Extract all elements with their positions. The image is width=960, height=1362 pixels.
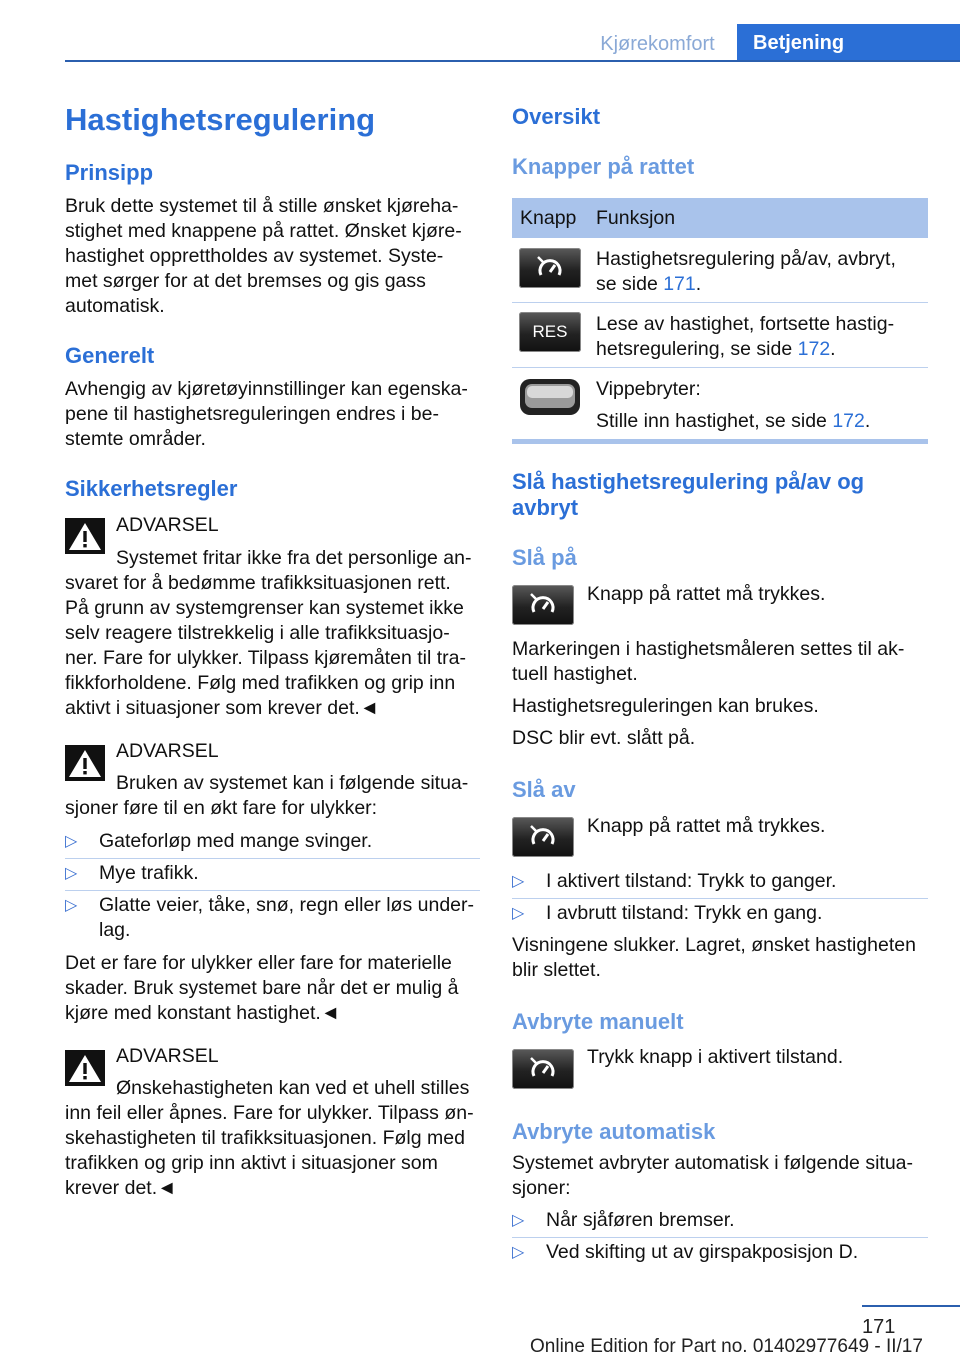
warning-triangle-icon xyxy=(65,745,105,781)
bullet-triangle-icon: ▷ xyxy=(512,905,525,922)
page-link-172[interactable]: 172 xyxy=(832,410,865,432)
bullet-triangle-icon: ▷ xyxy=(65,833,78,850)
divider xyxy=(65,858,480,859)
res-label: RES xyxy=(532,322,568,341)
sla-pa-p2: Hastighetsreguleringen kan brukes. xyxy=(512,695,819,717)
heading-sikkerhetsregler: Sikkerhetsregler xyxy=(65,476,238,501)
cruise-control-icon xyxy=(512,1049,574,1089)
heading-avbryte-manuelt: Avbryte manuelt xyxy=(512,1009,684,1034)
divider xyxy=(512,898,928,899)
heading-sla-pa: Slå på xyxy=(512,545,577,570)
heading-generelt: Generelt xyxy=(65,343,155,368)
sla-pa-p3: DSC blir evt. slått på. xyxy=(512,727,696,749)
table-header xyxy=(512,198,928,238)
table-header-funksjon: Funksjon xyxy=(596,207,676,229)
warning3-label: ADVARSEL xyxy=(116,1045,219,1067)
table-footer-rule xyxy=(512,439,928,444)
res-button-image xyxy=(519,312,581,352)
warning-triangle-icon xyxy=(65,1050,105,1086)
list-item: ▷ Når sjåføren bremser. xyxy=(512,1209,735,1231)
heading-oversikt: Oversikt xyxy=(512,104,601,129)
table-row-2-text: Lese av hastighet, fortsette hastig- hetsregulering, se side 172. xyxy=(596,313,895,360)
bullet-triangle-icon: ▷ xyxy=(65,865,78,882)
warning3-text: inn feil eller åpnes. Fare for ulykker. Tilpass øn- skehastigheten til trafikksituasjonen. Følg med trafikken og grip inn aktivt i situasjoner som krever det.◄ xyxy=(65,1102,474,1199)
list-item: ▷ I aktivert tilstand: Trykk to ganger. xyxy=(512,870,837,892)
page-title: Hastighetsregulering xyxy=(65,102,376,137)
warning2-text: sjoner føre til en økt fare for ulykker: xyxy=(65,797,378,819)
cruise-control-button-image xyxy=(519,248,581,288)
rocker-switch-image xyxy=(519,377,581,417)
cruise-control-button-image xyxy=(512,1049,574,1089)
list-item: ▷ I avbrutt tilstand: Trykk en gang. xyxy=(512,902,823,924)
list-item: ▷ Glatte veier, tåke, snø, regn eller løs under- lag. xyxy=(65,894,474,941)
bullet-triangle-icon: ▷ xyxy=(512,873,525,890)
warning-triangle-icon xyxy=(65,518,105,554)
footer-rule xyxy=(862,1305,960,1307)
bullet-triangle-icon: ▷ xyxy=(512,1244,525,1261)
header-rule xyxy=(65,60,960,62)
sla-av-text: Knapp på rattet må trykkes. xyxy=(587,815,826,837)
cruise-control-icon xyxy=(519,248,581,288)
tab-kjorekomfort[interactable]: Kjørekomfort xyxy=(600,33,715,55)
edition-text: Online Edition for Part no. 01402977649 - II/17 xyxy=(530,1336,923,1357)
divider xyxy=(65,890,480,891)
generelt-text: Avhengig av kjøretøyinnstillinger kan egenska- pene til hastighetsreguleringen endres i be- stemte områder. xyxy=(65,378,468,450)
table-row-3-line1: Vippebryter: xyxy=(596,378,701,400)
fare-text: Det er fare for ulykker eller fare for materielle skader. Bruk systemet bare når det er mulig å kjøre med konstant hastighet.◄ xyxy=(65,952,459,1024)
cruise-control-button-image xyxy=(512,817,574,857)
warning1-label: ADVARSEL xyxy=(116,514,219,536)
list-item: ▷ Ved skifting ut av girspakposisjon D. xyxy=(512,1241,859,1263)
heading-sla-hastighetsregulering: Slå hastighetsregulering på/av og avbryt xyxy=(512,469,865,520)
heading-knapper: Knapper på rattet xyxy=(512,154,695,179)
automatisk-text: Systemet avbryter automatisk i følgende situa- sjoner: xyxy=(512,1152,913,1199)
table-row-3-text: Stille inn hastighet, se side 172. xyxy=(596,410,871,432)
manuelt-text: Trykk knapp i aktivert tilstand. xyxy=(587,1046,844,1068)
sla-pa-p1: Markeringen i hastighetsmåleren settes til ak- tuell hastighet. xyxy=(512,638,905,685)
tab-betjening[interactable]: Betjening xyxy=(737,24,960,61)
cruise-control-icon xyxy=(512,817,574,857)
table-row-1-text: Hastighetsregulering på/av, avbryt, se side 171. xyxy=(596,248,896,295)
rocker-switch-icon xyxy=(519,377,581,417)
bullet-triangle-icon: ▷ xyxy=(512,1212,525,1229)
heading-sla-av: Slå av xyxy=(512,777,576,802)
warning1-text-first: Systemet fritar ikke fra det personlige an- xyxy=(116,547,472,569)
sla-pa-text: Knapp på rattet må trykkes. xyxy=(587,583,826,605)
page-number: 171 xyxy=(862,1316,896,1338)
warning2-label: ADVARSEL xyxy=(116,740,219,762)
divider xyxy=(512,367,928,368)
divider xyxy=(512,302,928,303)
warning3-text-first: Ønskehastigheten kan ved et uhell stilles xyxy=(116,1077,470,1099)
cruise-control-icon xyxy=(512,585,574,625)
list-item: ▷ Mye trafikk. xyxy=(65,862,199,884)
warning2-text-first: Bruken av systemet kan i følgende situa- xyxy=(116,772,469,794)
divider xyxy=(512,1237,928,1238)
warning1-text: svaret for å bedømme trafikksituasjonen rett. På grunn av systemgrenser kan systemet ikke selv reagere tilstrekkelig i alle trafikksituasjo- ner. Fare for ulykker. Tilpass kjøremåten til tra- fikkforholdene. Følg med trafikken og grip inn aktivt i situasjoner som krever det.◄ xyxy=(65,572,466,719)
page-link-171[interactable]: 171 xyxy=(663,273,696,295)
table-header-knapp: Knapp xyxy=(520,207,577,229)
heading-prinsipp: Prinsipp xyxy=(65,160,154,185)
heading-avbryte-automatisk: Avbryte automatisk xyxy=(512,1119,716,1144)
page-link-172[interactable]: 172 xyxy=(797,338,831,360)
bullet-triangle-icon: ▷ xyxy=(65,897,78,914)
sla-av-after: Visningene slukker. Lagret, ønsket hastigheten blir slettet. xyxy=(512,934,916,981)
list-item: ▷ Gateforløp med mange svinger. xyxy=(65,830,373,852)
cruise-control-button-image xyxy=(512,585,574,625)
prinsipp-text: Bruk dette systemet til å stille ønsket kjøreha- stighet med knappene på rattet. Ønsket kjøre- hastighet opprettholdes av systemet. Syste- met sørger for at det bremses og gis gass automatisk. xyxy=(65,195,462,317)
